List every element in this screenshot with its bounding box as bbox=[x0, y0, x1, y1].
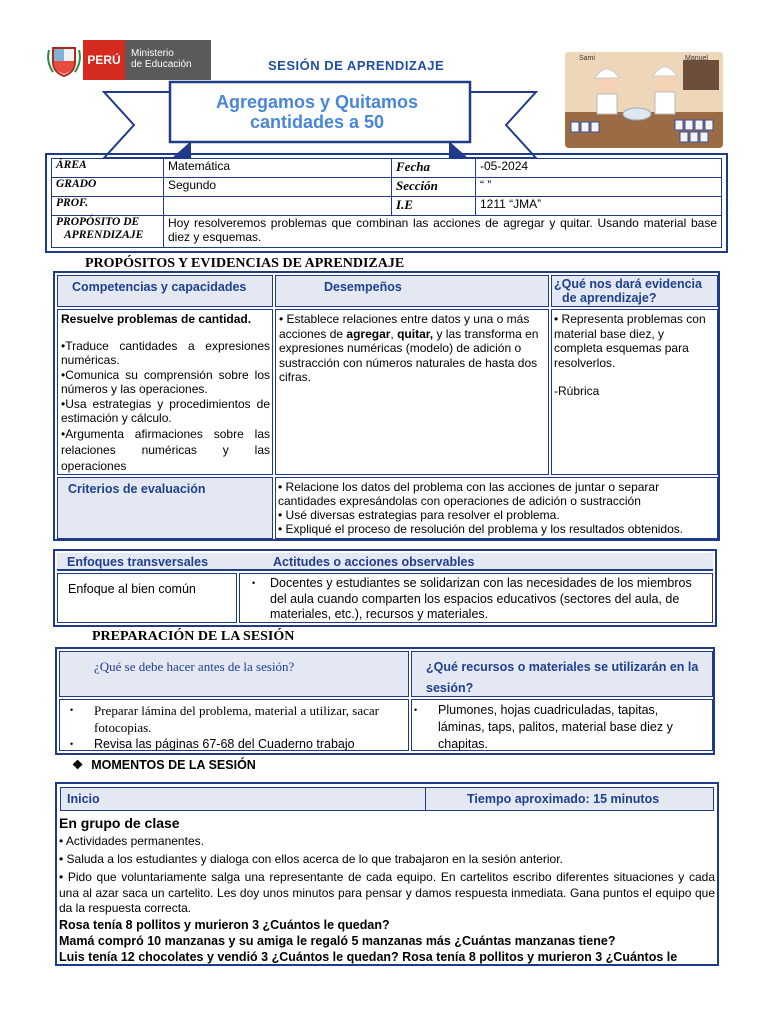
logo-country: PERÚ bbox=[83, 40, 125, 80]
capacidad-item: •Argumenta afirmaciones sobre las relaciones numéricas y las operaciones bbox=[61, 426, 270, 473]
bullet-icon: • bbox=[252, 578, 256, 588]
fecha-value: -05-2024 bbox=[476, 159, 722, 178]
inicio-label: Inicio bbox=[67, 792, 100, 806]
area-value: Matemática bbox=[164, 159, 392, 178]
area-label: ÁREA bbox=[52, 159, 164, 178]
kids-cooking-illustration bbox=[565, 52, 723, 148]
competencias-cell bbox=[57, 309, 273, 475]
actitudes-header: Actitudes o acciones observables bbox=[273, 555, 475, 569]
antes-header: ¿Qué se debe hacer antes de la sesión? bbox=[59, 651, 409, 697]
recursos-text: Plumones, hojas cuadriculadas, tapitas, láminas, taps, palitos, material base diez y chapitas. bbox=[438, 703, 673, 751]
minedu-logo bbox=[45, 40, 211, 80]
inicio-content bbox=[59, 814, 715, 965]
recursos-header: ¿Qué recursos o materiales se utilizarán en la sesión? bbox=[411, 651, 713, 697]
prof-value bbox=[164, 197, 392, 216]
competencia-title: Resuelve problemas de cantidad. bbox=[61, 312, 252, 326]
preparacion-title: PREPARACIÓN DE LA SESIÓN bbox=[92, 629, 295, 644]
bullet-icon: • bbox=[414, 705, 418, 715]
problem-line: Luis tenía 12 chocolates y vendió 3 ¿Cuántos le quedan? Rosa tenía 8 pollitos y murieron 3 ¿Cuántos le bbox=[59, 949, 678, 964]
desempeno-text: , bbox=[390, 326, 398, 341]
propositos-table bbox=[53, 271, 720, 541]
momento-line: • Saluda a los estudiantes y dialoga con ellos acerca de lo que trabajaron en la sesión anterior. bbox=[59, 852, 563, 866]
proposito-label-line1: PROPÓSITO DE bbox=[56, 216, 140, 228]
fecha-label: Fecha bbox=[392, 159, 476, 178]
illustration-label-left: Sami bbox=[579, 55, 595, 62]
tiempo-label: Tiempo aproximado: 15 minutos bbox=[467, 792, 660, 806]
momento-line: • Pido que voluntariamente salga una representante de cada equipo. En cartelitos escribo diferentes situaciones y cada una al azar saca un cartelito. Les doy unos minutos para pensar y damos respuesta inmediata. Gana puntos el equipo que da la respuesta correcta. bbox=[59, 870, 715, 915]
problem-line: Rosa tenía 8 pollitos y murieron 3 ¿Cuántos le quedan? bbox=[59, 917, 390, 932]
proposito-label bbox=[52, 216, 164, 248]
evidencia-item: • Representa problemas con material base diez, y completa esquemas para resolverlos. bbox=[554, 312, 706, 370]
ie-label: I.E bbox=[392, 197, 476, 216]
momento-line: • Actividades permanentes. bbox=[59, 834, 204, 848]
grado-value: Segundo bbox=[164, 178, 392, 197]
inicio-header-row bbox=[60, 787, 714, 811]
peru-emblem-icon bbox=[45, 40, 83, 80]
evidencia-header-line1: ¿Qué nos dará evidencia bbox=[554, 277, 702, 291]
actitud-text: Docentes y estudiantes se solidarizan con las necesidades de los miembros del aula cuando comparten los espacios educativos (sectores del aula, de materiales, etc.), recursos y materiales. bbox=[270, 576, 692, 621]
antes-item: Revisa las páginas 67-68 del Cuaderno trabajo bbox=[94, 737, 355, 751]
evidencia-cell bbox=[551, 309, 718, 475]
momentos-title-text: MOMENTOS DE LA SESIÓN bbox=[91, 758, 256, 772]
momentos-box bbox=[55, 782, 719, 966]
desempeno-bold-agregar: agregar bbox=[346, 326, 391, 341]
enfoques-header-row bbox=[57, 553, 713, 571]
antes-item: Preparar lámina del problema, material a utilizar, sacar fotocopias. bbox=[94, 703, 379, 735]
momentos-title bbox=[72, 757, 256, 772]
diamond-bullet-icon: ❖ bbox=[72, 758, 84, 772]
desempeno-cell bbox=[275, 309, 549, 475]
criterios-cell bbox=[275, 477, 718, 539]
capacidad-item: •Comunica su comprensión sobre los números y las operaciones. bbox=[61, 367, 270, 396]
ie-value: 1211 “JMA” bbox=[476, 197, 722, 216]
header-divider bbox=[425, 788, 426, 810]
antes-cell bbox=[59, 699, 409, 751]
criterio-item: • Expliqué el proceso de resolución del problema y los resultados obtenidos. bbox=[278, 522, 684, 536]
session-title-line1: Agregamos y Quitamos bbox=[215, 92, 419, 112]
grupo-title: En grupo de clase bbox=[59, 815, 180, 831]
competencias-header: Competencias y capacidades bbox=[57, 275, 273, 307]
evidencia-header-line2: de aprendizaje? bbox=[562, 291, 657, 305]
propositos-title: PROPÓSITOS Y EVIDENCIAS DE APRENDIZAJE bbox=[85, 256, 405, 271]
enfoques-header: Enfoques transversales bbox=[67, 555, 209, 569]
preparacion-table bbox=[55, 647, 715, 755]
enfoques-table bbox=[53, 549, 717, 627]
prof-label: PROF. bbox=[52, 197, 164, 216]
evidencia-rubrica: -Rúbrica bbox=[554, 384, 600, 398]
session-info-table bbox=[45, 153, 728, 253]
illustration-label-right: Manuel bbox=[685, 55, 708, 62]
logo-ministry bbox=[125, 40, 211, 80]
capacidad-item: •Usa estrategias y procedimientos de estimación y cálculo. bbox=[61, 396, 270, 425]
capacidad-item: •Traduce cantidades a expresiones numéricas. bbox=[61, 338, 270, 367]
seccion-value: “ ” bbox=[476, 178, 722, 197]
logo-ministry-line2: de Educación bbox=[131, 59, 192, 70]
session-title-line2: cantidades a 50 bbox=[249, 112, 385, 132]
bullet-icon: • bbox=[70, 739, 74, 749]
desempenos-header: Desempeños bbox=[275, 275, 549, 307]
criterio-item: • Relacione los datos del problema con las acciones de juntar o separar cantidades expresándolas con operaciones de adición o sustracción bbox=[278, 480, 660, 508]
desempeno-text: • Establece relaciones entre datos y una o más acciones de bbox=[279, 312, 530, 341]
evidencia-header bbox=[551, 275, 718, 307]
desempeno-text: y las transforma en expresiones numéricas (modelo) de adición o sustracción con números naturales de hasta dos cifras. bbox=[279, 326, 539, 384]
desempeno-bold-quitar: quitar, bbox=[397, 326, 434, 341]
proposito-value: Hoy resolveremos problemas que combinan las acciones de agregar y quitar. Usando material base diez y esquemas. bbox=[164, 216, 722, 248]
criterios-header: Criterios de evaluación bbox=[57, 477, 273, 539]
problem-line: Mamá compró 10 manzanas y su amiga le regaló 5 manzanas más ¿Cuántas manzanas tiene? bbox=[59, 933, 616, 948]
grado-label: GRADO bbox=[52, 178, 164, 197]
recursos-cell bbox=[411, 699, 713, 751]
criterio-item: • Usé diversas estrategias para resolver el problema. bbox=[278, 508, 560, 522]
actitud-cell bbox=[239, 573, 713, 623]
logo-ministry-line1: Ministerio bbox=[131, 48, 174, 59]
proposito-label-line2: APRENDIZAJE bbox=[64, 229, 144, 241]
bullet-icon: • bbox=[70, 705, 74, 715]
session-heading: SESIÓN DE APRENDIZAJE bbox=[268, 58, 445, 73]
enfoque-cell: Enfoque al bien común bbox=[57, 573, 237, 623]
seccion-label: Sección bbox=[392, 178, 476, 197]
